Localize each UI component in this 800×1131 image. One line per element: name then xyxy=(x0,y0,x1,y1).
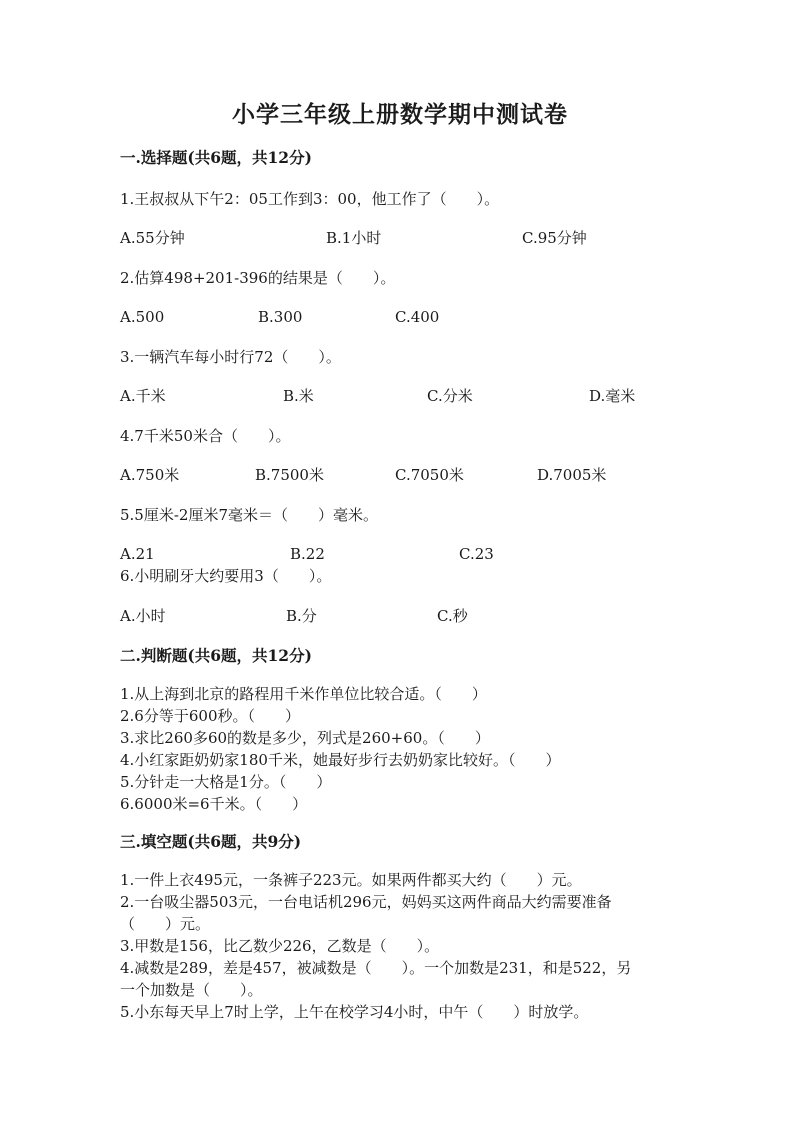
list-item: 一个加数是（ ）。 xyxy=(120,981,263,999)
list-item: 1.一件上衣495元，一条裤子223元。如果两件都买大约（ ）元。 xyxy=(120,871,582,889)
question-text: 5.5厘米-2厘米7毫米＝（ ）毫米。 xyxy=(120,506,379,524)
option-a: A.750米 xyxy=(120,466,180,484)
option-b: B.1小时 xyxy=(326,229,382,247)
option-a: A.小时 xyxy=(120,607,166,625)
list-item: 2.6分等于600秒。（ ） xyxy=(120,707,300,725)
section-heading-fill: 三.填空题(共6题，共9分) xyxy=(120,832,302,851)
question-text: 3.一辆汽车每小时行72（ ）。 xyxy=(120,348,341,366)
option-c: C.95分钟 xyxy=(522,229,587,247)
page-title: 小学三年级上册数学期中测试卷 xyxy=(232,101,568,128)
list-item: 1.从上海到北京的路程用千米作单位比较合适。（ ） xyxy=(120,685,487,703)
list-item: 4.小红家距奶奶家180千米，她最好步行去奶奶家比较好。（ ） xyxy=(120,751,561,769)
list-item: 2.一台吸尘器503元，一台电话机296元，妈妈买这两件商品大约需要准备 xyxy=(120,893,612,911)
list-item: 5.小东每天早上7时上学，上午在校学习4小时，中午（ ）时放学。 xyxy=(120,1003,589,1021)
question-text: 6.小明刷牙大约要用3（ ）。 xyxy=(120,567,332,585)
option-d: D.毫米 xyxy=(589,387,636,405)
question-text: 2.估算498+201-396的结果是（ ）。 xyxy=(120,269,396,287)
option-c: C.400 xyxy=(395,308,440,326)
list-item: 5.分针走一大格是1分。（ ） xyxy=(120,773,332,791)
option-c: C.23 xyxy=(459,545,494,563)
option-a: A.千米 xyxy=(120,387,166,405)
option-b: B.分 xyxy=(286,607,317,625)
list-item: 6.6000米=6千米。（ ） xyxy=(120,795,308,813)
list-item: 3.求比260多60的数是多少，列式是260+60。（ ） xyxy=(120,729,490,747)
option-b: B.米 xyxy=(283,387,314,405)
option-c: C.秒 xyxy=(437,607,468,625)
option-b: B.7500米 xyxy=(255,466,324,484)
option-a: A.55分钟 xyxy=(120,229,185,247)
section-heading-choice: 一.选择题(共6题，共12分) xyxy=(120,148,312,167)
option-c: C.7050米 xyxy=(395,466,464,484)
option-b: B.22 xyxy=(290,545,325,563)
option-b: B.300 xyxy=(258,308,303,326)
list-item: 3.甲数是156，比乙数少226，乙数是（ ）。 xyxy=(120,937,440,955)
question-text: 1.王叔叔从下午2：05工作到3：00，他工作了（ ）。 xyxy=(120,190,500,208)
list-item: 4.减数是289，差是457，被减数是（ ）。一个加数是231，和是522，另 xyxy=(120,959,632,977)
option-c: C.分米 xyxy=(427,387,473,405)
section-heading-judge: 二.判断题(共6题，共12分) xyxy=(120,646,312,665)
option-a: A.21 xyxy=(120,545,155,563)
list-item: （ ）元。 xyxy=(120,915,211,933)
option-a: A.500 xyxy=(120,308,165,326)
question-text: 4.7千米50米合（ ）。 xyxy=(120,427,291,445)
option-d: D.7005米 xyxy=(537,466,607,484)
